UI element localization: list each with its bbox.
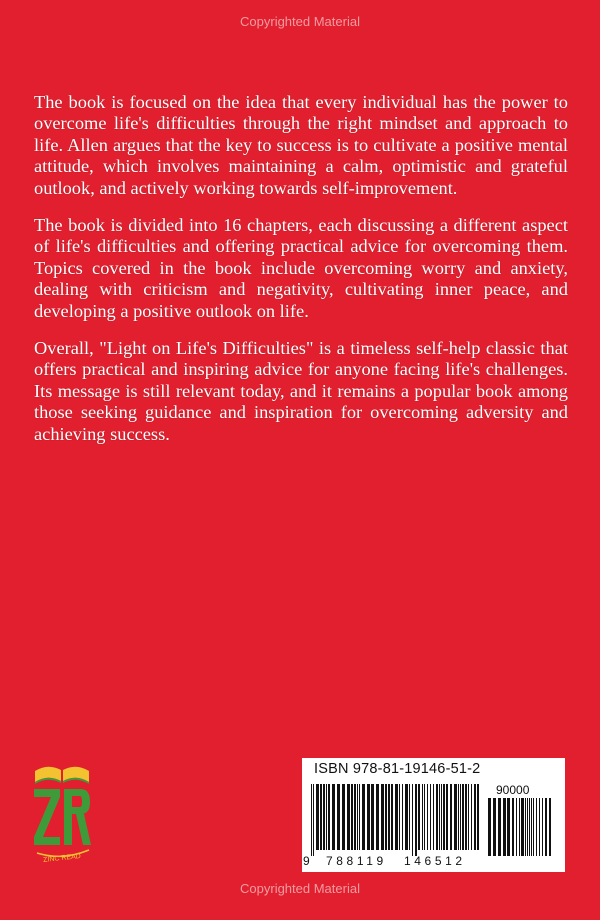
barcode-bar [488,798,491,856]
barcode-bar [357,784,358,850]
barcode-bar [422,784,423,850]
barcode-bar [409,784,410,850]
barcode-bar [326,784,327,850]
barcode-bar [458,784,459,850]
barcode-bar [311,784,312,856]
barcode-bar [381,784,384,850]
logo-letter-z [34,789,60,845]
logo-caption: ZINC READ [42,853,82,864]
barcode-bar [427,784,428,850]
barcode-bar [512,798,514,856]
barcode-bar [351,784,353,850]
barcode-bar [519,798,520,856]
barcode-bar [529,798,530,856]
barcode-bar [539,798,540,856]
barcode-bar [462,784,464,850]
barcode-bar [507,798,510,856]
barcode-bar [391,784,393,850]
logo-letter-r [64,789,91,845]
barcode-bar [412,784,413,856]
price-addon-barcode [488,798,554,864]
barcode-bar [477,784,479,850]
blurb-paragraph-3: Overall, "Light on Life's Difficulties" is a timeless self-help classic that offers practical and inspiring advice for anyone facing life's challenges. Its message is still relevant today, and it remains a popular book among those seeking guidance and inspiration for overcoming adversity and achieving success. [34,338,568,444]
barcode-bar [388,784,390,850]
barcode-bar [415,784,417,856]
watermark-top: Copyrighted Material [240,14,360,29]
barcode-bar [474,784,476,850]
barcode-bar [549,798,551,856]
barcode-bar [545,798,547,856]
barcode-bar [399,784,400,850]
barcode-bar [450,784,452,850]
barcode-bar [430,784,431,850]
barcode-bar [465,784,467,850]
publisher-logo [31,757,93,865]
barcode-bar [402,784,403,850]
barcode-bar [536,798,537,856]
barcode-bar [316,784,319,850]
barcode-bar [468,784,469,850]
barcode-bar [342,784,345,850]
barcode-bar [446,784,448,850]
back-cover-blurb [34,92,568,461]
barcode-lead-digit: 9 [303,854,310,868]
watermark-bottom: Copyrighted Material [240,881,360,896]
barcode-bar [424,784,425,850]
barcode-bar [385,784,387,850]
barcode-bar [371,784,374,850]
barcode-bar [498,798,501,856]
barcode-bar [362,784,365,850]
barcode-bar [347,784,350,850]
blurb-paragraph-2: The book is divided into 16 chapters, each discussing a different aspect of life's difficulties and offering practical advice for overcoming them. Topics covered in the book include overcoming worry and anxiety, dealing with criticism and negativity, cultivating inner peace, and developing a positive outlook on life. [34,215,568,321]
barcode-bar [516,798,517,856]
barcode-bar [454,784,457,850]
barcode-bar [418,784,420,850]
barcode-bar [395,784,398,850]
barcode-bar [323,784,325,850]
barcode-bar [531,798,532,856]
barcode-bar [436,784,438,850]
barcode-bar [359,784,360,850]
barcode-bar [320,784,322,850]
barcode-bar [433,784,434,850]
barcode-bar [441,784,442,850]
barcode-bar [337,784,340,850]
barcode-bar [313,784,314,856]
barcode-bar [354,784,356,850]
open-book-icon [35,767,89,784]
barcode-right-digits: 146512 [404,854,466,868]
barcode-bar [367,784,370,850]
barcode-bar [405,784,408,850]
barcode-bar [471,784,472,850]
barcode-bar [525,798,526,856]
barcode-bar [521,798,524,856]
isbn-label: ISBN 978-81-19146-51-2 [314,761,481,777]
barcode-bar [542,798,543,856]
barcode-bar [503,798,506,856]
barcode-left-digits: 788119 [326,854,387,868]
barcode-bar [443,784,445,850]
barcode-bar [527,798,528,856]
isbn-barcode-block [302,758,565,872]
barcode-bar [460,784,461,850]
price-code: 90000 [496,783,530,797]
barcode-bar [328,784,330,850]
barcode-bar [493,798,496,856]
barcode-bar [533,798,534,856]
barcode-bar [439,784,440,850]
barcode-bar [332,784,335,850]
barcode-bar [376,784,379,850]
ean13-barcode [311,784,483,856]
blurb-paragraph-1: The book is focused on the idea that every individual has the power to overcome life's difficulties through the right mindset and approach to life. Allen argues that the key to success is to cultivate a positive mental attitude, which involves maintaining a calm, optimistic and grateful outlook, and actively working towards self-improvement. [34,92,568,198]
